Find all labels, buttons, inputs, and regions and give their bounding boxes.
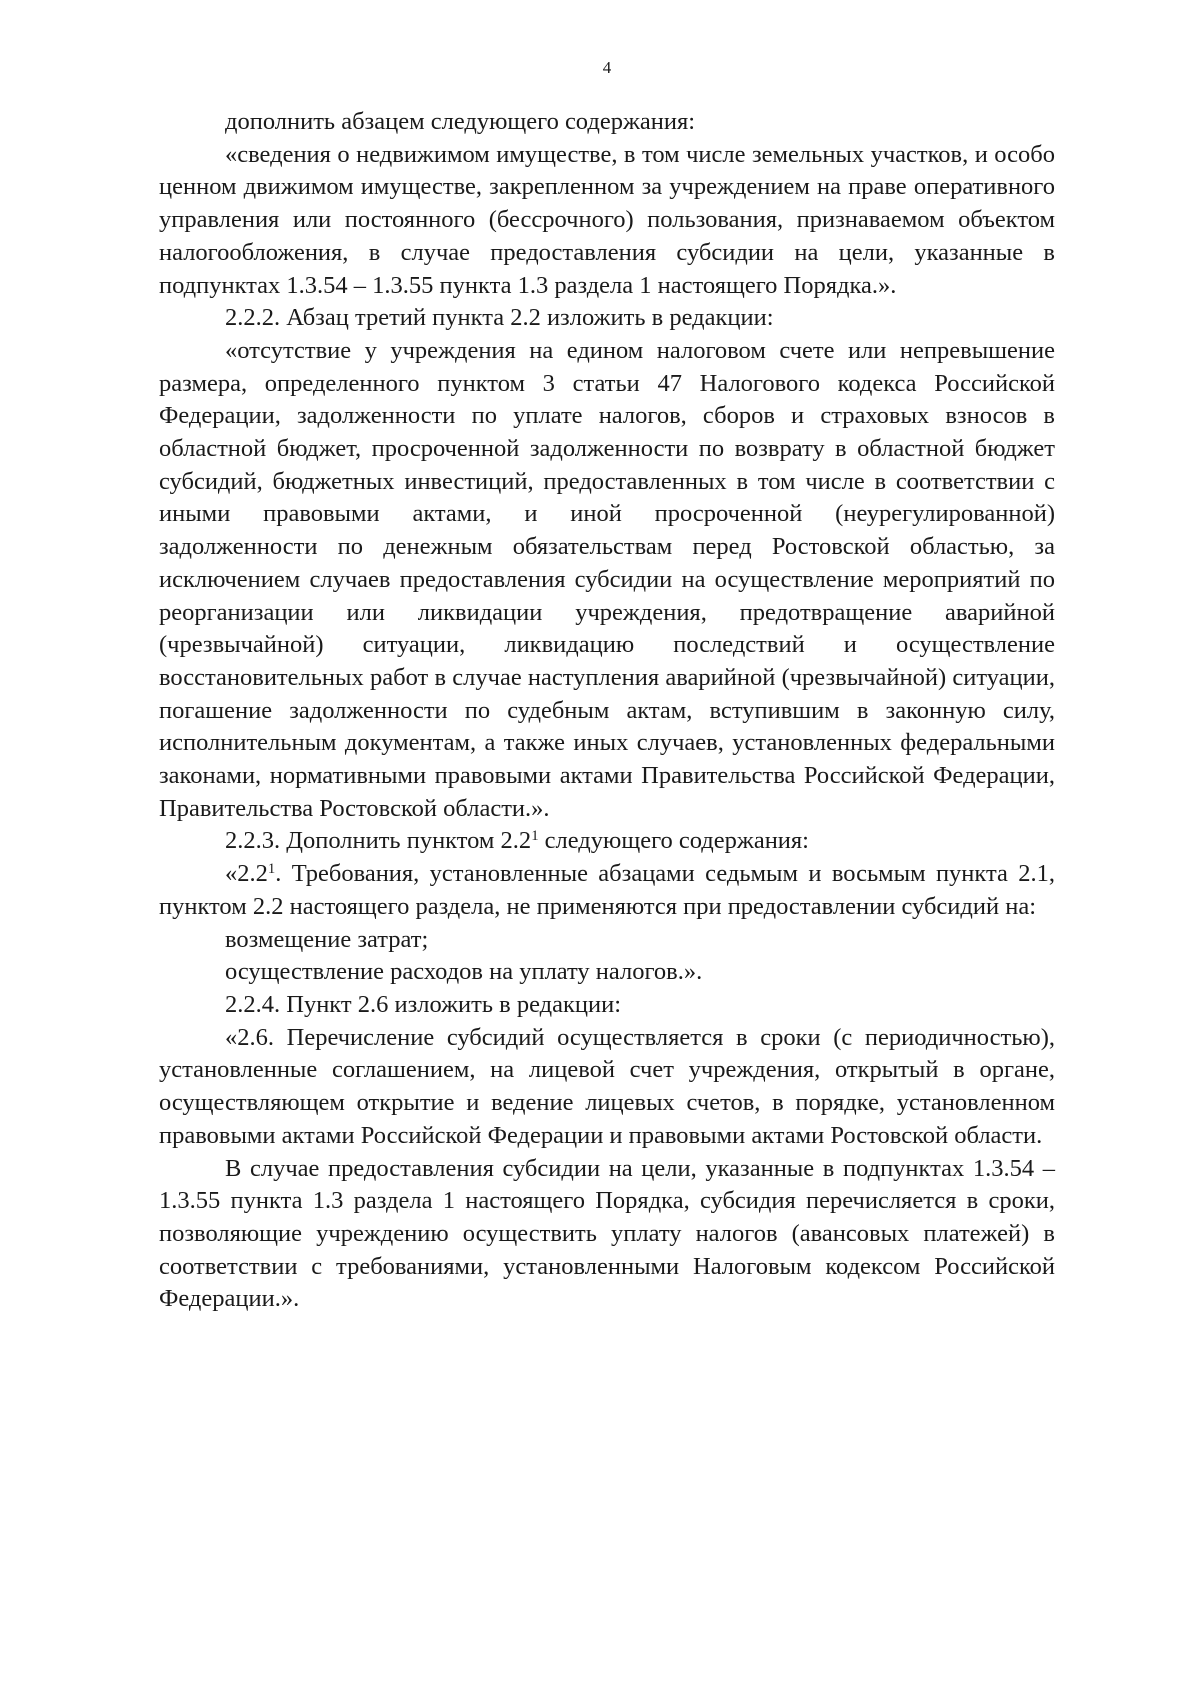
paragraph-text: «2.2 [225, 860, 268, 888]
paragraph [159, 302, 1055, 335]
paragraph [159, 989, 1055, 1022]
superscript: 1 [531, 828, 539, 845]
paragraph-text: 2.2.3. Дополнить пунктом 2.2 [225, 827, 532, 855]
paragraph [159, 825, 1055, 858]
paragraph [159, 956, 1055, 989]
paragraph-text: «сведения о недвижимом имуществе, в том числе земельных участков, и особо ценном движимом имуществе, закрепленном за учреждением на праве оперативного управления или постоянного (бессрочного) пользования, признаваемом объектом налогообложения, в случае предоставления субсидии на цели, указанные в подпунктах 1.3.54 – 1.3.55 пункта 1.3 раздела 1 настоящего Порядка.». [159, 140, 1055, 299]
paragraph-text: возмещение затрат; [225, 925, 429, 953]
paragraph [159, 858, 1055, 923]
paragraph [159, 1022, 1055, 1153]
paragraph-text: В случае предоставления субсидии на цели, указанные в подпунктах 1.3.54 – 1.3.55 пункта 1.3 раздела 1 настоящего Порядка, субсидия перечисляется в сроки, позволяющие учреждению осуществить уплату налогов (авансовых платежей) в соответствии с требованиями, установленными Налоговым кодексом Российской Федерации.». [159, 1154, 1055, 1313]
paragraph [159, 1153, 1055, 1317]
paragraph-text: «2.6. Перечисление субсидий осуществляется в сроки (с периодичностью), установленные соглашением, на лицевой счет учреждения, открытый в органе, осуществляющем открытие и ведение лицевых счетов, в порядке, установленном правовыми актами Российской Федерации и правовыми актами Ростовской области. [159, 1023, 1055, 1149]
paragraph-text: 2.2.4. Пункт 2.6 изложить в редакции: [225, 990, 622, 1018]
paragraph [159, 924, 1055, 957]
paragraph-text: «отсутствие у учреждения на едином налоговом счете или непревышение размера, определенного пунктом 3 статьи 47 Налогового кодекса Российской Федерации, задолженности по уплате налогов, сборов и страховых взносов в областной бюджет, просроченной задолженности по возврату в областной бюджет субсидий, бюджетных инвестиций, предоставленных в том числе в соответствии с иными правовыми актами, и иной просроченной (неурегулированной) задолженности по денежным обязательствам перед Ростовской областью, за исключением случаев предоставления субсидии на осуществление мероприятий по реорганизации или ликвидации учреждения, предотвращение аварийной (чрезвычайной) ситуации, ликвидацию последствий и осуществление восстановительных работ в случае наступления аварийной (чрезвычайной) ситуации, погашение задолженности по судебным актам, вступившим в законную силу, исполнительным документам, а также иных случаев, установленных федеральными законами, нормативными правовыми актами Правительства Российской Федерации, Правительства Ростовской области.». [159, 336, 1055, 822]
paragraph [159, 106, 1055, 139]
paragraph-text-after: . Требования, установленные абзацами седьмым и восьмым пункта 2.1, пунктом 2.2 настоящего раздела, не применяются при предоставлении субсидий на: [159, 860, 1055, 920]
paragraph-text-after: следующего содержания: [538, 827, 809, 855]
paragraph-text: осуществление расходов на уплату налогов.». [225, 958, 703, 986]
paragraph-text: дополнить абзацем следующего содержания: [225, 108, 696, 135]
paragraph-text: 2.2.2. Абзац третий пункта 2.2 изложить в редакции: [225, 304, 774, 332]
page-number: 4 [602, 58, 612, 77]
paragraph [159, 335, 1055, 826]
superscript: 1 [267, 861, 276, 878]
document-body [159, 106, 1055, 1316]
paragraph [159, 139, 1055, 303]
